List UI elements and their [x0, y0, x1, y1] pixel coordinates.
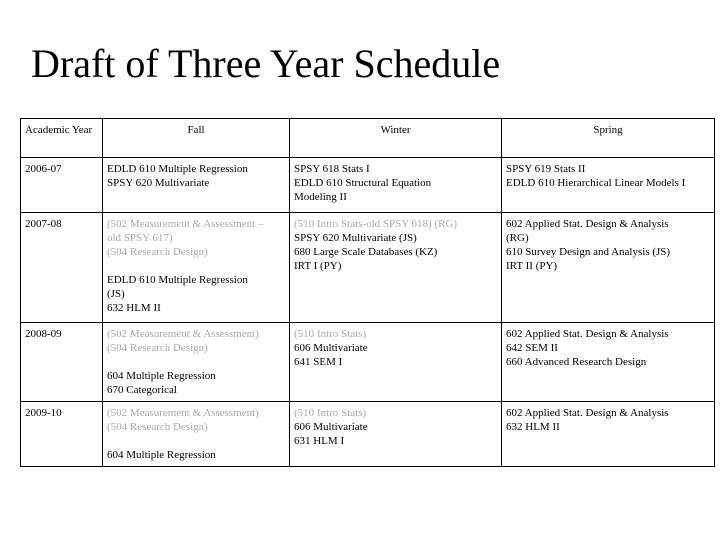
- year-label: 2008-09: [25, 328, 62, 340]
- previous-course-line: (510 Intro Stats): [294, 407, 367, 419]
- header-year-label: Academic Year: [25, 124, 93, 136]
- previous-course-line: (504 Research Design): [107, 421, 208, 433]
- schedule-table: [20, 118, 715, 467]
- spring-cell: [502, 213, 715, 323]
- year-cell: [21, 158, 103, 213]
- year-cell: [21, 213, 103, 323]
- fall-cell: [103, 158, 290, 213]
- fall-cell: [103, 402, 290, 467]
- course-line: 604 Multiple Regression: [107, 449, 216, 461]
- course-line: IRT II (PY): [506, 260, 558, 272]
- header-winter: [290, 119, 502, 158]
- winter-cell: [290, 158, 502, 213]
- course-line: (RG): [506, 232, 529, 244]
- previous-course-line: (502 Measurement & Assessment): [107, 328, 259, 340]
- winter-cell: [290, 213, 502, 323]
- page-title: Draft of Three Year Schedule: [31, 41, 501, 86]
- year-cell: [21, 323, 103, 402]
- course-line: 606 Multivariate: [294, 342, 368, 354]
- header-winter-label: Winter: [380, 124, 411, 136]
- course-line: EDLD 610 Multiple Regression: [107, 274, 248, 286]
- course-line: 602 Applied Stat. Design & Analysis: [506, 407, 669, 419]
- course-line: EDLD 610 Structural Equation: [294, 177, 432, 189]
- table-row: [21, 213, 715, 323]
- course-line: IRT I (PY): [294, 260, 342, 272]
- previous-course-line: (510 Intro Stats-old SPSY 618) (RG): [294, 218, 458, 230]
- previous-course-line: (504 Research Design): [107, 246, 208, 258]
- header-fall-label: Fall: [187, 124, 205, 136]
- course-line: 606 Multivariate: [294, 421, 368, 433]
- course-line: EDLD 610 Multiple Regression: [107, 163, 248, 175]
- course-line: 602 Applied Stat. Design & Analysis: [506, 218, 669, 230]
- header-spring-label: Spring: [593, 124, 623, 136]
- table-row: [21, 402, 715, 467]
- spring-cell: [502, 158, 715, 213]
- winter-cell: [290, 402, 502, 467]
- course-line: 610 Survey Design and Analysis (JS): [506, 246, 671, 258]
- table-row: [21, 158, 715, 213]
- previous-course-line: (502 Measurement & Assessment –: [107, 218, 264, 230]
- year-cell: [21, 402, 103, 467]
- spring-cell: [502, 402, 715, 467]
- previous-course-line: (502 Measurement & Assessment): [107, 407, 259, 419]
- course-line: SPSY 618 Stats I: [294, 163, 370, 175]
- course-line: 642 SEM II: [506, 342, 558, 354]
- previous-course-line: old SPSY 617): [107, 232, 173, 244]
- winter-cell: [290, 323, 502, 402]
- year-label: 2009-10: [25, 407, 62, 419]
- course-line: EDLD 610 Hierarchical Linear Models I: [506, 177, 686, 189]
- course-line: 641 SEM I: [294, 356, 343, 368]
- course-line: 632 HLM II: [107, 302, 161, 314]
- spacer: [107, 259, 285, 273]
- course-line: SPSY 620 Multivariate (JS): [294, 232, 417, 244]
- course-line: 680 Large Scale Databases (KZ): [294, 246, 438, 258]
- course-line: 602 Applied Stat. Design & Analysis: [506, 328, 669, 340]
- previous-course-line: (504 Research Design): [107, 342, 208, 354]
- course-line: (JS): [107, 288, 125, 300]
- year-label: 2006-07: [25, 163, 62, 175]
- course-line: 660 Advanced Research Design: [506, 356, 647, 368]
- course-line: SPSY 620 Multivariate: [107, 177, 210, 189]
- fall-cell: [103, 323, 290, 402]
- year-label: 2007-08: [25, 218, 62, 230]
- spacer: [107, 434, 285, 448]
- course-line: SPSY 619 Stats II: [506, 163, 586, 175]
- course-line: 604 Multiple Regression: [107, 370, 216, 382]
- header-spring: [502, 119, 715, 158]
- header-academic-year: [21, 119, 103, 158]
- fall-cell: [103, 213, 290, 323]
- course-line: 670 Categorical: [107, 384, 177, 396]
- spacer: [107, 355, 285, 369]
- spring-cell: [502, 323, 715, 402]
- previous-course-line: (510 Intro Stats): [294, 328, 367, 340]
- course-line: 631 HLM I: [294, 435, 345, 447]
- table-header-row: [21, 119, 715, 158]
- table-row: [21, 323, 715, 402]
- header-fall: [103, 119, 290, 158]
- course-line: Modeling II: [294, 191, 347, 203]
- course-line: 632 HLM II: [506, 421, 560, 433]
